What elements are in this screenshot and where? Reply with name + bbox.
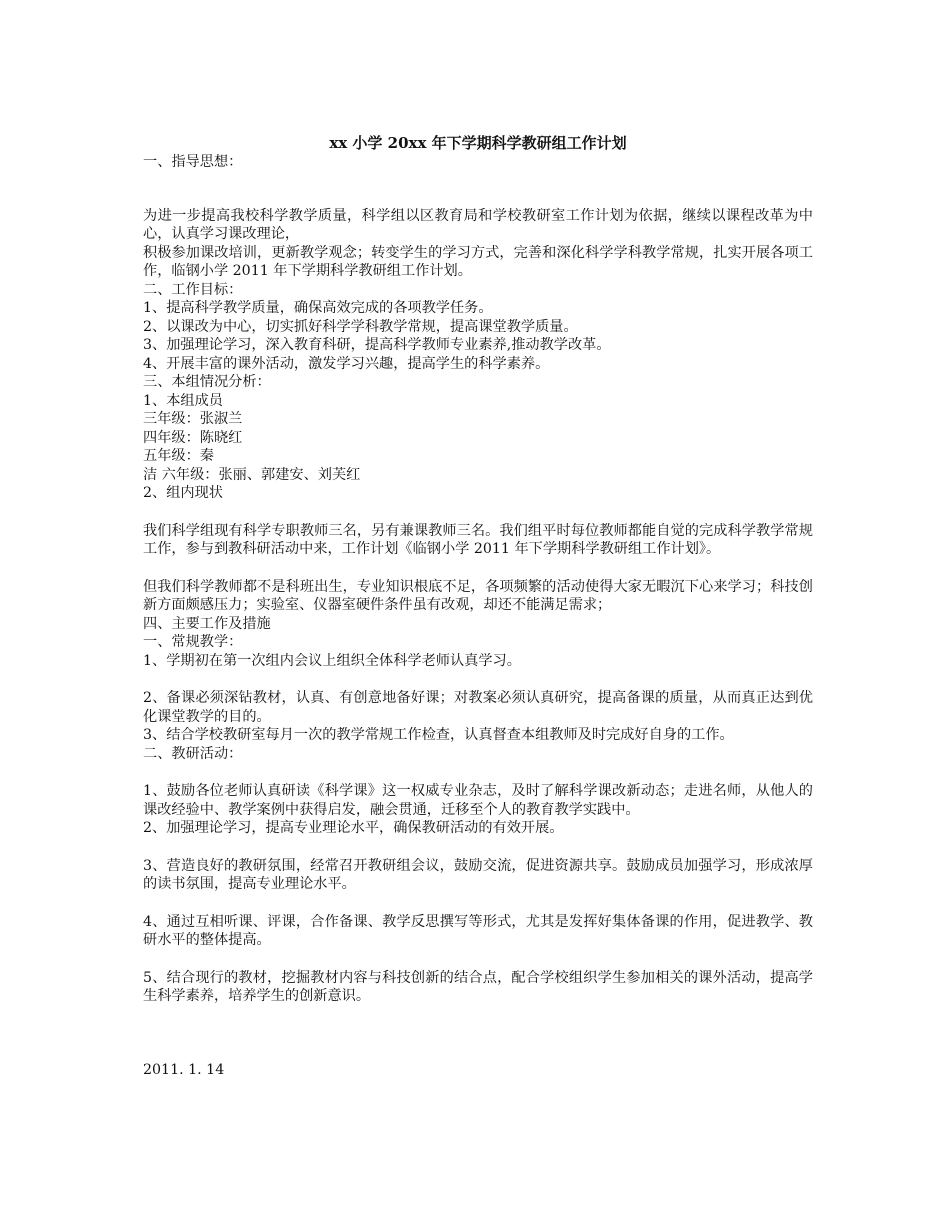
subheading-research: 二、教研活动： bbox=[143, 745, 243, 762]
routine-item: 1、学期初在第一次组内会议上组织全体科学老师认真学习。 bbox=[143, 652, 521, 669]
routine-item: 2、备课必须深钻教材，认真、有创意地备好课；对教案必须认真研究，提高备课的质量，从而真正达到优化课堂教学的目的。 bbox=[143, 690, 813, 725]
section-heading-goals: 二、工作目标： bbox=[143, 281, 243, 298]
research-item: 3、营造良好的教研氛围，经常召开教研组会议，鼓励交流，促进资源共享。鼓励成员加强学习，形成浓厚的读书氛围，提高专业理论水平。 bbox=[143, 857, 813, 892]
spacer bbox=[143, 838, 813, 857]
section-heading-guiding: 一、指导思想： bbox=[143, 154, 243, 170]
research-item: 4、通过互相听课、评课，合作备课、教学反思撰写等形式，尤其是发挥好集体备课的作用，促进教学、教研水平的整体提高。 bbox=[143, 913, 813, 948]
member-item: 四年级：陈晓红 bbox=[143, 429, 243, 446]
paragraph-problems: 但我们科学教师都不是科班出生，专业知识根底不足，各项频繁的活动使得大家无暇沉下心来学习；科技创新方面颇感压力；实验室、仪器室硬件条件虽有改观，却还不能满足需求； bbox=[143, 578, 813, 613]
document-date: 2011. 1. 14 bbox=[143, 1061, 225, 1078]
section-heading-measures: 四、主要工作及措施 bbox=[143, 615, 271, 632]
research-item: 2、加强理论学习，提高专业理论水平，确保教研活动的有效开展。 bbox=[143, 820, 564, 836]
document-page bbox=[143, 133, 813, 1079]
status-heading: 2、组内现状 bbox=[143, 485, 223, 501]
spacer bbox=[143, 1006, 813, 1061]
goal-item: 1、提高科学教学质量，确保高效完成的各项教学任务。 bbox=[143, 300, 493, 316]
spacer bbox=[143, 894, 813, 913]
paragraph-intro-2: 积极参加课改培训，更新教学观念；转变学生的学习方式，完善和深化科学学科教学常规，扎实开展各项工作，临钢小学 2011 年下学期科学教研组工作计划。 bbox=[143, 244, 813, 279]
spacer bbox=[143, 950, 813, 969]
goal-item: 3、加强理论学习，深入教育科研，提高科学教师专业素养,推动教学改革。 bbox=[143, 337, 611, 353]
paragraph-status: 我们科学组现有科学专职教师三名，另有兼课教师三名。我们组平时每位教师都能自觉的完成科学教学常规工作，参与到教科研活动中来，工作计划《临钢小学 2011 年下学期科学教研组工作计划》。 bbox=[143, 522, 813, 557]
spacer bbox=[143, 559, 813, 578]
member-item: 三年级：张淑兰 bbox=[143, 411, 243, 427]
goal-item: 4、开展丰富的课外活动，激发学习兴趣，提高学生的科学素养。 bbox=[143, 355, 550, 372]
member-item: 五年级：秦 bbox=[143, 448, 214, 464]
goal-item: 2、以课改为中心，切实抓好科学学科教学常规，提高课堂教学质量。 bbox=[143, 318, 578, 335]
subheading-routine: 一、常规教学： bbox=[143, 634, 243, 650]
routine-item: 3、结合学校教研室每月一次的教学常规工作检查，认真督查本组教师及时完成好自身的工作。 bbox=[143, 727, 734, 743]
member-item: 洁 六年级：张丽、郭建安、刘芙红 bbox=[143, 466, 361, 483]
spacer bbox=[143, 503, 813, 522]
members-heading: 1、本组成员 bbox=[143, 392, 223, 409]
spacer bbox=[143, 670, 813, 689]
research-item: 1、鼓励各位老师认真研读《科学课》这一权威专业杂志，及时了解科学课改新动态；走进名师，从他人的课改经验中、教学案例中获得启发，融会贯通，迁移至个人的教育教学实践中。 bbox=[143, 783, 813, 818]
paragraph-intro-1: 为进一步提高我校科学教学质量，科学组以区教育局和学校教研室工作计划为依据，继续以课程改革为中心，认真学习课改理论， bbox=[143, 207, 813, 242]
research-item: 5、结合现行的教材，挖掘教材内容与科技创新的结合点，配合学校组织学生参加相关的课外活动，提高学生科学素养，培养学生的创新意识。 bbox=[143, 969, 813, 1004]
spacer bbox=[143, 172, 813, 207]
document-title: xx 小学 20xx 年下学期科学教研组工作计划 bbox=[329, 134, 627, 152]
spacer bbox=[143, 763, 813, 782]
section-heading-analysis: 三、本组情况分析： bbox=[143, 374, 271, 390]
